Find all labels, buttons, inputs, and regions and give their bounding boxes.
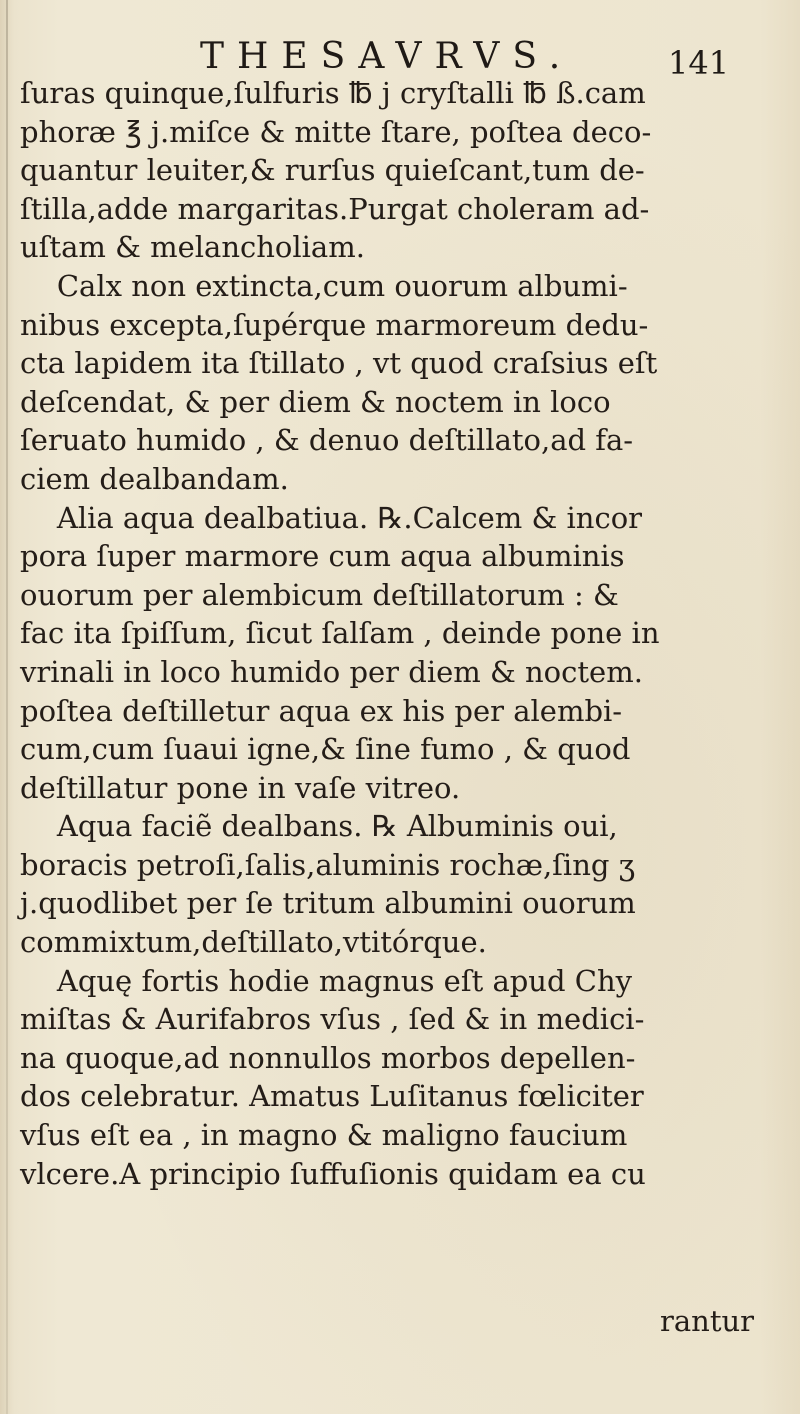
text-line: deſcendat, & per diem & noctem in loco bbox=[20, 384, 611, 419]
text-line: ouorum per alembicum deſtillatorum : & bbox=[20, 577, 619, 612]
text-line: miſtas & Aurifabros vſus , ſed & in medici- bbox=[20, 1002, 645, 1037]
page-number: 141 bbox=[668, 44, 730, 82]
text-line: Calx non extincta,cum ouorum albumi- bbox=[20, 268, 628, 303]
text-line: deſtillatur pone in vaſe vitreo. bbox=[20, 770, 461, 805]
text-line: cum,cum ſuaui igne,& ſine fumo , & quod bbox=[20, 732, 631, 767]
text-line: cta lapidem ita ſtillato , vt quod craſsius eſt bbox=[20, 346, 658, 381]
text-line: boracis petroſi,ſalis,aluminis rochæ,ſing ʒ bbox=[20, 847, 636, 882]
text-line: ſeruato humido , & denuo deſtillato,ad fa- bbox=[20, 423, 634, 458]
running-head: THESAVRVS. bbox=[200, 36, 574, 77]
text-line: poſtea deſtilletur aqua ex his per alembi- bbox=[20, 693, 623, 728]
text-line: fac ita ſpiſſum, ſicut ſalſam , deinde pone in bbox=[20, 616, 660, 651]
text-line: vſus eſt ea , in magno & maligno faucium bbox=[20, 1118, 628, 1153]
text-line: j.quodlibet per ſe tritum albumini ouorum bbox=[20, 886, 636, 921]
text-line: phoræ ℥ j.miſce & mitte ſtare, poſtea deco- bbox=[20, 114, 652, 149]
text-line: vrinali in loco humido per diem & noctem. bbox=[20, 654, 643, 689]
text-line: na quoque,ad nonnullos morbos depellen- bbox=[20, 1040, 636, 1075]
text-line: ciem dealbandam. bbox=[20, 461, 289, 496]
text-line: quantur leuiter,& rurſus quieſcant,tum de- bbox=[20, 153, 645, 188]
text-line: uſtam & melancholiam. bbox=[20, 230, 365, 265]
text-line: Aquę fortis hodie magnus eſt apud Chy bbox=[20, 963, 633, 998]
text-line: ſtilla,adde margaritas.Purgat choleram ad- bbox=[20, 191, 650, 226]
page-header bbox=[0, 28, 800, 82]
text-line: dos celebratur. Amatus Luſitanus fœliciter bbox=[20, 1079, 644, 1114]
catchword: rantur bbox=[660, 1304, 755, 1338]
text-line: Aqua faciẽ dealbans. ℞ Albuminis oui, bbox=[20, 809, 618, 844]
gutter-edge bbox=[6, 0, 8, 1414]
text-line: ſuras quinque,ſulfuris ℔ j cryſtalli ℔ ß.cam bbox=[20, 76, 646, 110]
text-line: nibus excepta,ſupérque marmoreum dedu- bbox=[20, 307, 649, 342]
text-line: Alia aqua dealbatiua. ℞.Calcem & incor bbox=[20, 500, 643, 535]
text-line: commixtum,deſtillato,vtitórque. bbox=[20, 925, 487, 960]
body-text bbox=[20, 74, 796, 1193]
text-line: vlcere.A principio ſuffuſionis quidam ea cu bbox=[20, 1156, 646, 1191]
text-line: pora ſuper marmore cum aqua albuminis bbox=[20, 539, 625, 574]
